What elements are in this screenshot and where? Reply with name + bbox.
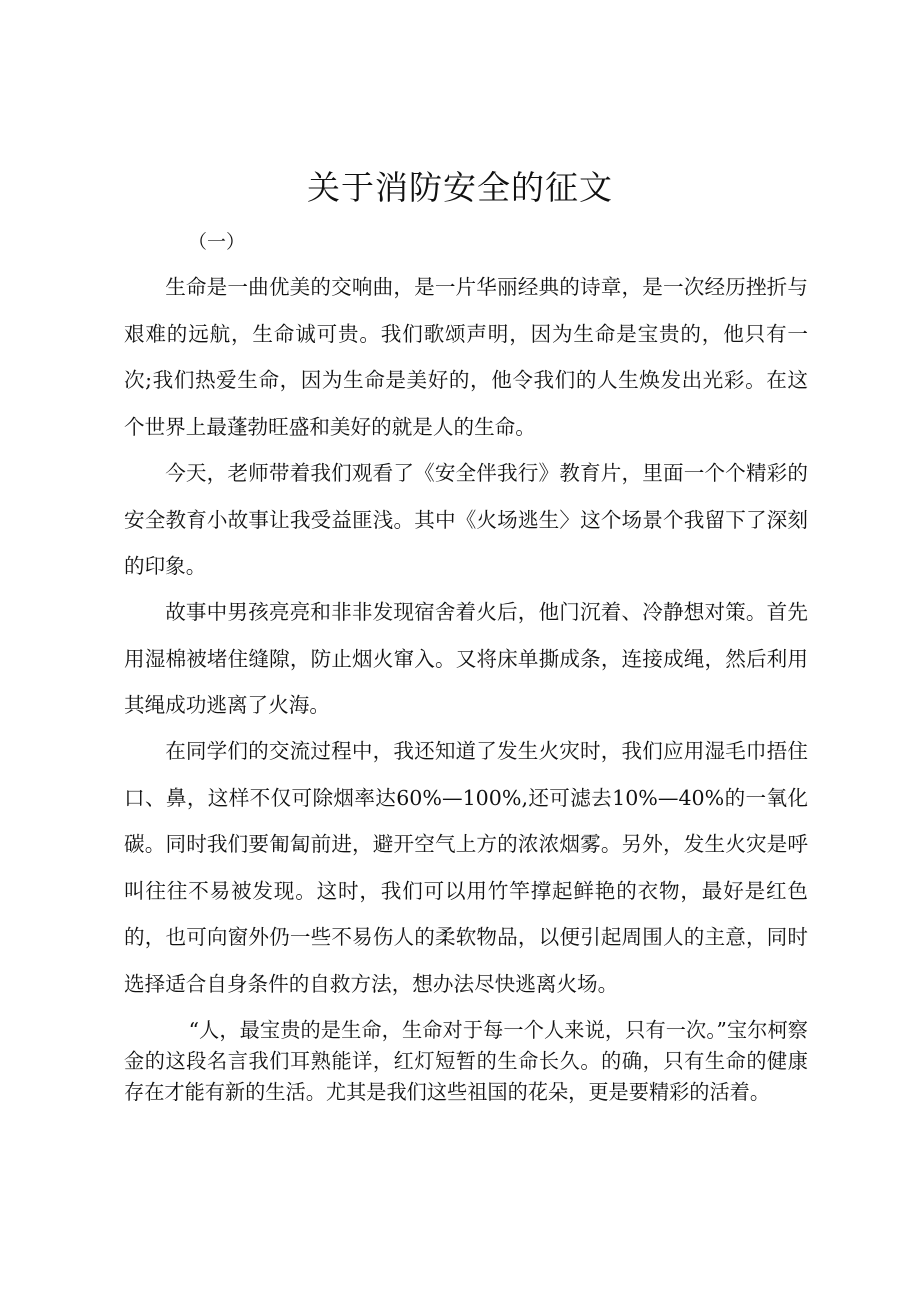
- paragraph-1: 生命是一曲优美的交响曲，是一片华丽经典的诗章，是一次经历挫折与艰难的远航，生命诚可贵。我们歌颂声明，因为生命是宝贵的，他只有一次;我们热爱生命，因为生命是美好的，他令我们的人生焕发出光彩。在这个世界上最蓬勃旺盛和美好的就是人的生命。: [124, 275, 808, 439]
- paragraph-3: 故事中男孩亮亮和非非发现宿舍着火后，他门沉着、冷静想对策。首先用湿棉被堵住缝隙，防止烟火窜入。又将床单撕成条，连接成绳，然后利用其绳成功逃离了火海。: [124, 600, 808, 717]
- paragraph-4: 在同学们的交流过程中，我还知道了发生火灾时，我们应用湿毛巾捂住口、鼻，这样不仅可除烟率达60%—100%,还可滤去10%—40%的一氧化碳。同时我们要匍匐前进，避开空气上方的浓浓烟雾。另外，发生火灾是呼叫往往不易被发现。这时，我们可以用竹竿撑起鲜艳的衣物，最好是红色的，也可向窗外仍一些不易伤人的柔软物品，以便引起周围人的主意，同时选择适合自身条件的自救方法，想办法尽快逃离火场。: [124, 739, 808, 996]
- document-title: 关于消防安全的征文: [307, 168, 613, 207]
- section-marker: （一）: [188, 231, 246, 253]
- paragraph-2: 今天，老师带着我们观看了《安全伴我行》教育片，里面一个个精彩的安全教育小故事让我受益匪浅。其中《火场逃生〉这个场景个我留下了深刻的印象。: [124, 461, 808, 578]
- paragraph-5: “人，最宝贵的是生命，生命对于每一个人来说，只有一次。”宝尔柯察金的这段名言我们耳熟能详，红灯短暂的生命长久。的确，只有生命的健康存在才能有新的生活。尤其是我们这些祖国的花朵，更是要精彩的活着。: [124, 1018, 808, 1104]
